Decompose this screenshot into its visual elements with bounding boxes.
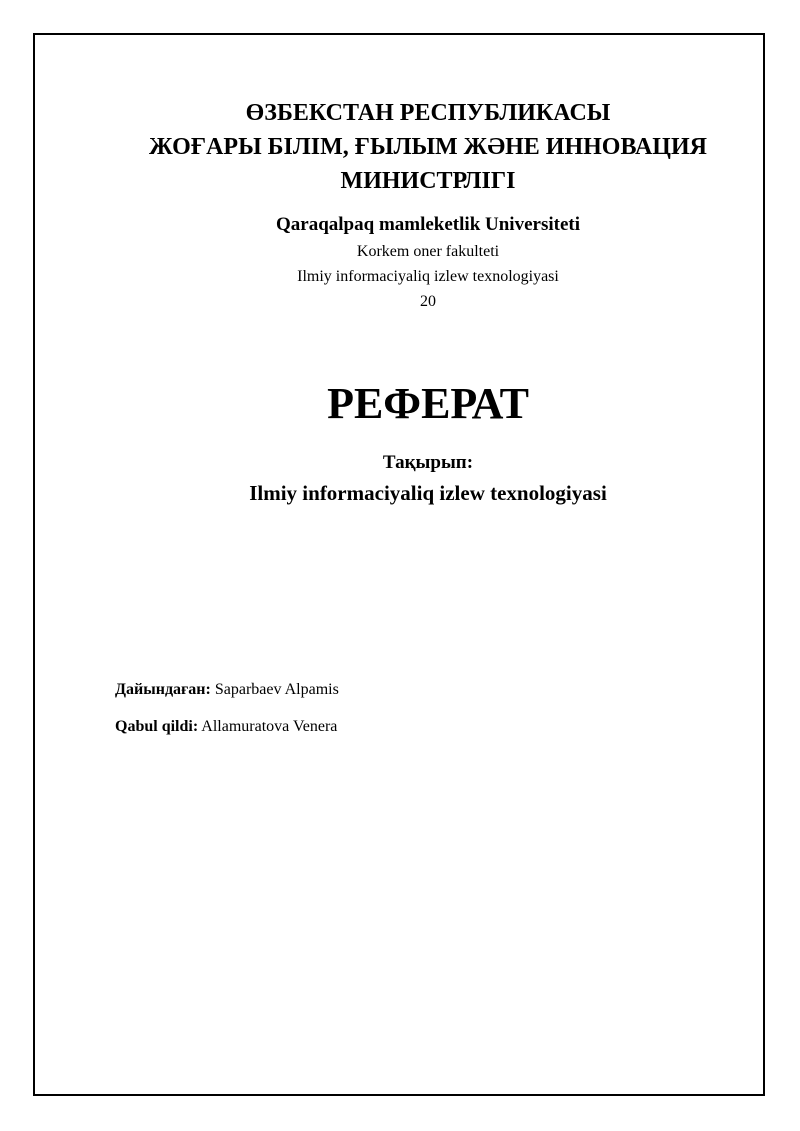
header-line-2: ЖОҒАРЫ БІЛІМ, ҒЫЛЫМ ЖӘНЕ ИННОВАЦИЯ bbox=[149, 134, 707, 160]
topic-label: Тақырып: bbox=[382, 452, 474, 473]
accepted-by-line bbox=[115, 716, 337, 738]
group-number: 20 bbox=[420, 293, 436, 310]
document-title: РЕФЕРАТ bbox=[327, 379, 529, 428]
topic-value: Ilmiy informaciyaliq izlew texnologiyasi bbox=[249, 481, 607, 505]
university-name: Qaraqalpaq mamleketlik Universiteti bbox=[276, 214, 580, 235]
accepted-by-name: Allamuratova Venera bbox=[201, 718, 338, 735]
faculty-name: Korkem oner fakulteti bbox=[356, 243, 500, 260]
header-line-3: МИНИСТРЛІГІ bbox=[340, 168, 516, 194]
prepared-by-name: Saparbaev Alpamis bbox=[214, 681, 339, 698]
prepared-by-label: Дайындаған: bbox=[115, 681, 211, 698]
ministry-header bbox=[33, 96, 800, 198]
prepared-by-line bbox=[115, 679, 339, 701]
accepted-by-label: Qabul qildi: bbox=[115, 718, 199, 735]
subject-name: Ilmiy informaciyaliq izlew texnologiyasi bbox=[297, 268, 559, 285]
header-line-1: ӨЗБЕКСТАН РЕСПУБЛИКАСЫ bbox=[245, 100, 611, 126]
